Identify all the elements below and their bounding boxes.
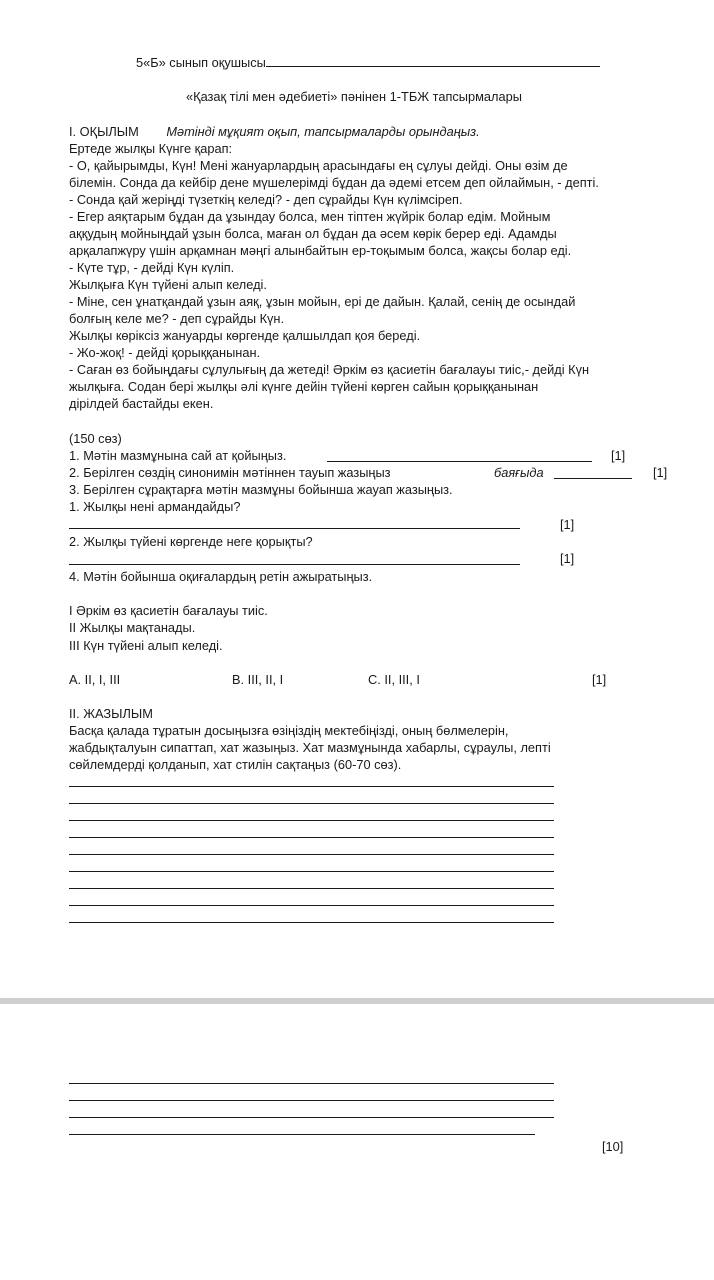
text-line: білемін. Сонда да кейбір дене мүшелерімді бұдан да әдемі етсем деп ойлаймын, - депті.: [69, 175, 599, 190]
answer-line[interactable]: [69, 888, 554, 889]
text-line: - Күте тұр, - дейді Күн күліп.: [69, 260, 235, 275]
text-line: Ертеде жылқы Күнге қарап:: [69, 141, 233, 156]
question-1-answer-line[interactable]: [69, 528, 520, 529]
reading-instruction: Мәтінді мұқият оқып, тапсырмаларды орындаңыз.: [166, 124, 480, 139]
writing-mark: [10]: [602, 1139, 624, 1154]
text-line: - Егер аяқтарым бұдан да ұзындау болса, мен тіптен жүйрік болар едім. Мойным: [69, 209, 551, 224]
answer-line[interactable]: [69, 871, 554, 872]
name-blank[interactable]: [266, 54, 600, 67]
option-a[interactable]: A. II, I, III: [69, 672, 121, 687]
option-c[interactable]: C. II, III, I: [368, 672, 420, 687]
student-label: 5«Б» сынып оқушысы: [136, 55, 266, 70]
page-2: [0, 1004, 714, 1280]
text-line: - Жо-жоқ! - дейді қорыққанынан.: [69, 345, 261, 360]
writing-instruction-line: Басқа қалада тұратын досыңызға өзіңіздің мектебіңізді, оның бөлмелерін,: [69, 723, 509, 738]
text-line: аққудың мойныңдай ұзын болса, маған ол бұдан да әсем көрік берер еді. Адамды: [69, 226, 557, 241]
event-item: II Жылқы мақтанады.: [69, 620, 196, 635]
word-count: (150 сөз): [69, 431, 122, 446]
task-1-answer-blank[interactable]: [327, 461, 592, 462]
task-1: [69, 448, 286, 464]
text-line: дірілдей бастайды екен.: [69, 396, 214, 411]
writing-instruction-line: жабдықталуын сипаттап, хат жазыңыз. Хат мазмұнында хабарлы, сұраулы, лепті: [69, 740, 551, 755]
text-line: жылқыға. Содан бері жылқы әлі күнге дейін түйені көрген сайын қорыққанынан: [69, 379, 539, 394]
task-4-mark: [1]: [592, 672, 607, 687]
text-line: - Сонда қай жеріңді түзеткің келеді? - деп сұрайды Күн күлімсіреп.: [69, 192, 463, 207]
task-1-mark: [1]: [611, 448, 626, 463]
answer-line[interactable]: [69, 1100, 554, 1101]
task-2-word: баяғыда: [494, 465, 544, 480]
answer-line[interactable]: [69, 1134, 535, 1135]
student-name-line: [136, 54, 600, 71]
text-line: болғың келе ме? - деп сұрайды Күн.: [69, 311, 285, 326]
answer-line[interactable]: [69, 820, 554, 821]
option-b[interactable]: B. III, II, I: [232, 672, 284, 687]
question-2-text: 2. Жылқы түйені көргенде неге қорықты?: [69, 534, 313, 549]
text-line: - О, қайырымды, Күн! Мені жануарлардың арасындағы ең сұлуы дейді. Оны өзім де: [69, 158, 568, 173]
reading-heading-row: [69, 124, 480, 140]
task-3-text: 3. Берілген сұрақтарға мәтін мазмұны бойынша жауап жазыңыз.: [69, 482, 453, 497]
event-item: III Күн түйені алып келеді.: [69, 638, 223, 653]
answer-line[interactable]: [69, 1117, 554, 1118]
task-2-mark: [1]: [653, 465, 668, 480]
task-4-text: 4. Мәтін бойынша оқиғалардың ретін ажыратыңыз.: [69, 569, 373, 584]
page-title: «Қазақ тілі мен әдебиеті» пәнінен 1-ТБЖ тапсырмалары: [186, 89, 522, 104]
text-line: Жылқыға Күн түйені алып келеді.: [69, 277, 267, 292]
writing-instruction-line: сөйлемдерді қолданып, хат стилін сақтаңыз (60-70 сөз).: [69, 757, 402, 772]
text-line: - Міне, сен ұнатқандай ұзын аяқ, ұзын мойын, ері де дайын. Қалай, сенің де осындай: [69, 294, 576, 309]
text-line: Жылқы көріксіз жануарды көргенде қалшылдап қоя береді.: [69, 328, 421, 343]
question-2-answer-line[interactable]: [69, 564, 520, 565]
answer-line[interactable]: [69, 905, 554, 906]
answer-line[interactable]: [69, 922, 554, 923]
writing-heading: II. ЖАЗЫЛЫМ: [69, 706, 153, 721]
reading-heading: I. ОҚЫЛЫМ: [69, 124, 139, 139]
question-1-mark: [1]: [560, 517, 575, 532]
text-line: - Саған өз бойыңдағы сұлулығың да жетеді! Әркім өз қасиетін бағалауы тиіс,- дейді Күн: [69, 362, 590, 377]
answer-line[interactable]: [69, 786, 554, 787]
event-item: I Әркім өз қасиетін бағалауы тиіс.: [69, 603, 268, 618]
question-1-text: 1. Жылқы нені армандайды?: [69, 499, 241, 514]
text-line: арқалапжүру үшін арқамнан мәңгі алынбайтын ер-тоқымым болса, жақсы болар еді.: [69, 243, 572, 258]
task-1-text: 1. Мәтін мазмұнына сай ат қойыңыз.: [69, 448, 287, 463]
answer-line[interactable]: [69, 1083, 554, 1084]
question-2-mark: [1]: [560, 551, 575, 566]
answer-line[interactable]: [69, 854, 554, 855]
task-2-answer-blank[interactable]: [554, 478, 632, 479]
answer-line[interactable]: [69, 837, 554, 838]
task-2-text: 2. Берілген сөздің синонимін мәтіннен тауып жазыңыз: [69, 465, 391, 480]
answer-line[interactable]: [69, 803, 554, 804]
